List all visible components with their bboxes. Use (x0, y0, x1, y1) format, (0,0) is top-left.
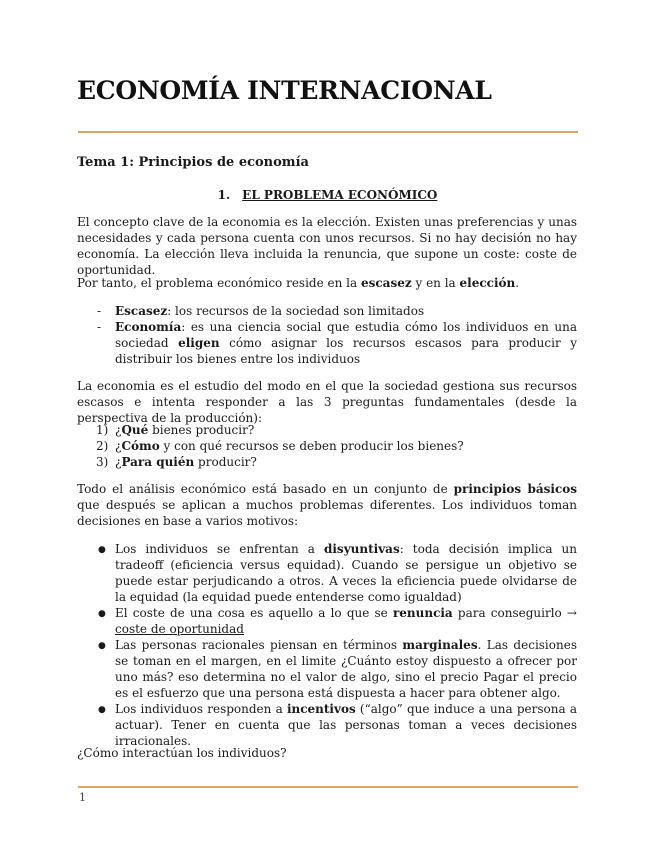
section-number: 1. (217, 188, 231, 202)
question-mark: ¿ (115, 439, 122, 453)
p2-text-1: Por tanto, el problema económico reside en la (77, 276, 361, 290)
list-item (77, 605, 577, 637)
bullet-bold: marginales (402, 638, 478, 652)
paragraph-problem (77, 275, 577, 291)
footer-divider (78, 786, 578, 788)
bullet-icon: ● (98, 641, 106, 651)
term-bold: eligen (178, 336, 220, 350)
p4-text-2: que después se aplican a muchos problemas diferentes. Los individuos toman decisiones en base a varios motivos: (77, 498, 577, 528)
p2-text-2: y en la (411, 276, 460, 290)
term-bold: Economía (115, 320, 182, 334)
list-item (77, 541, 577, 605)
p2-text-3: . (515, 276, 520, 290)
question-bold: Cómo (121, 439, 160, 453)
bullet-text: Los individuos responden a (115, 702, 287, 716)
topic-subtitle: Tema 1: Principios de economía (77, 155, 309, 170)
bullet-bold: disyuntivas (323, 542, 400, 556)
paragraph-economy-definition: La economia es el estudio del modo en el que la sociedad gestiona sus recursos escasos e intenta responder a las 3 preguntas fundamentales (desde la perspectiva de la producción): (77, 379, 577, 425)
section-heading (0, 188, 655, 202)
question-bold: Para quién (121, 455, 195, 469)
bullet-text: (“algo” que induce a una persona a actuar). Tener en cuenta que las personas toman a veces decisiones irracionales. (115, 702, 577, 748)
section-title: EL PROBLEMA ECONÓMICO (242, 188, 438, 202)
number-marker: 2) (96, 439, 109, 453)
bullet-text: para conseguirlo → (452, 606, 577, 620)
bullet-icon: ● (98, 705, 106, 715)
list-item (77, 319, 577, 367)
bullet-text: : toda decisión implica un tradeoff (eficiencia versus equidad). Cuando se persigue un objetivo se puede estar perjudicando a otros. A veces la eficiencia puede olvidarse de la equidad (la equidad puede entenderse como igualdad) (115, 542, 577, 604)
question-text: bienes producir? (148, 423, 255, 437)
bullet-bold: renuncia (392, 606, 453, 620)
list-item (77, 701, 577, 749)
number-marker: 1) (96, 423, 109, 437)
p4-text-1: Todo el análisis económico está basado en un conjunto de (77, 482, 454, 496)
term-definition: cómo asignar los recursos escasos para producir y distribuir los bienes entre los individuos (115, 336, 577, 366)
page-number: 1 (79, 791, 86, 804)
question-text: y con qué recursos se deben producir los bienes? (159, 439, 464, 453)
number-marker: 3) (96, 455, 109, 469)
bullet-icon: ● (98, 609, 106, 619)
list-item (77, 303, 577, 319)
p2-bold-escasez: escasez (360, 276, 412, 290)
p2-bold-eleccion: elección (459, 276, 516, 290)
question-mark: ¿ (115, 423, 122, 437)
dash-list (77, 303, 577, 367)
p4-bold: principios básicos (453, 482, 578, 496)
bullet-text: Las personas racionales piensan en términos (115, 638, 403, 652)
paragraph-interaction: ¿Cómo interactúan los individuos? (77, 746, 287, 760)
term-bold: Escasez (115, 304, 168, 318)
bullet-underlined: coste de oportunidad (115, 622, 244, 636)
document-title: ECONOMÍA INTERNACIONAL (77, 76, 492, 105)
bullet-text: El coste de una cosa es aquello a lo que se (115, 606, 393, 620)
questions-list (77, 422, 577, 470)
paragraph-principles (77, 481, 577, 529)
list-item (77, 637, 577, 701)
bullet-text: . Las decisiones se toman en el margen, en el limite ¿Cuánto estoy dispuesto a ofrecer por uno más? eso determina no el valor de algo, sino el precio Pagar el precio es el esfuerzo que una persona está dispuesta a hacer para obtener algo. (115, 638, 577, 700)
bullet-icon: ● (98, 545, 106, 555)
question-bold: Qué (121, 423, 149, 437)
list-item (77, 422, 577, 438)
list-item (77, 454, 577, 470)
term-definition: : es una ciencia social que estudia cómo los individuos en una sociedad (115, 320, 577, 350)
bullet-text: Los individuos se enfrentan a (115, 542, 324, 556)
bullet-bold: incentivos (286, 702, 356, 716)
paragraph-intro: El concepto clave de la economia es la elección. Existen unas preferencias y unas necesidades y cada persona cuenta con unos recursos. Si no hay decisión no hay economía. La elección lleva incluida la renuncia, que supone un coste: coste de oportunidad. (77, 215, 577, 277)
term-definition: : los recursos de la sociedad son limitados (167, 304, 425, 318)
dash-marker: - (97, 304, 102, 318)
dash-marker: - (97, 320, 102, 334)
header-divider (78, 131, 578, 133)
question-mark: ¿ (115, 455, 122, 469)
bullet-list (77, 541, 577, 749)
list-item (77, 438, 577, 454)
question-text: producir? (194, 455, 257, 469)
